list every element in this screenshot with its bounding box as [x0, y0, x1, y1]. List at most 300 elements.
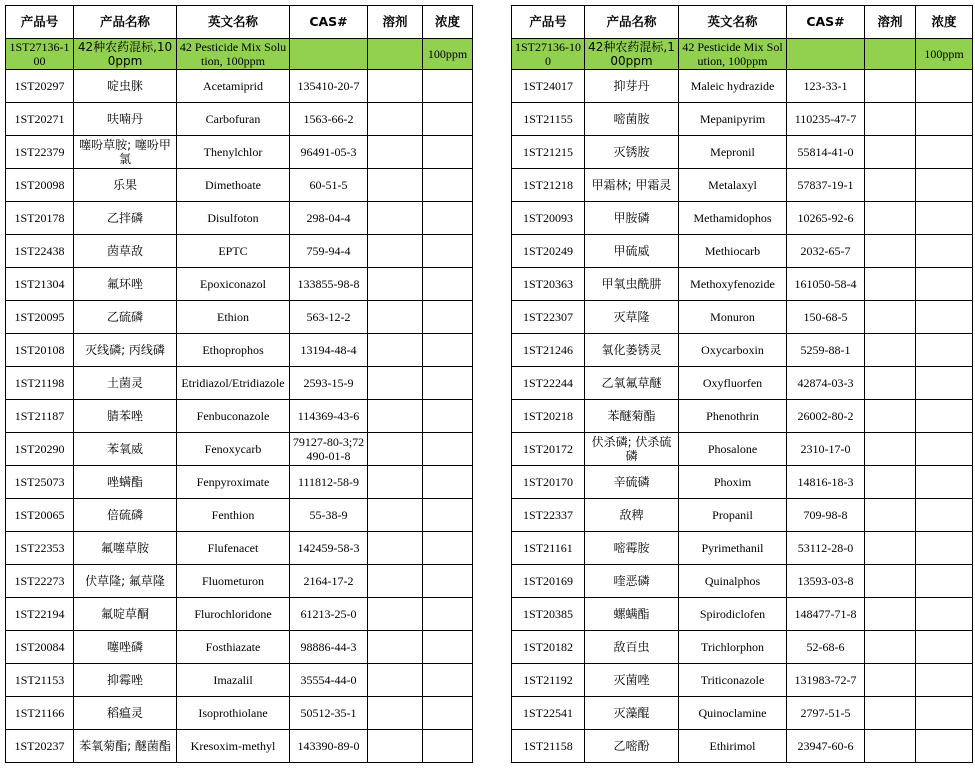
product-solvent — [865, 367, 916, 400]
product-code: 1ST24017 — [512, 70, 585, 103]
product-cn-name: 伏草隆; 氟草隆 — [74, 565, 177, 598]
product-en-name: Phoxim — [679, 466, 787, 499]
product-cn-name: 乙拌磷 — [74, 202, 177, 235]
product-cn-name: 灭菌唑 — [585, 664, 679, 697]
product-cas: 79127-80-3;72490-01-8 — [290, 433, 368, 466]
product-cas: 148477-71-8 — [787, 598, 865, 631]
product-en-name: Pyrimethanil — [679, 532, 787, 565]
product-concentration — [423, 697, 473, 730]
product-code: 1ST20363 — [512, 268, 585, 301]
header-solvent: 溶剂 — [865, 6, 916, 39]
product-code: 1ST22337 — [512, 499, 585, 532]
product-concentration — [423, 466, 473, 499]
product-concentration — [916, 697, 973, 730]
product-solvent — [368, 532, 423, 565]
product-solvent — [865, 664, 916, 697]
product-cas: 135410-20-7 — [290, 70, 368, 103]
product-cas: 2593-15-9 — [290, 367, 368, 400]
right-product-table — [511, 5, 973, 763]
table-row — [6, 235, 473, 268]
header-row — [6, 6, 473, 39]
product-code: 1ST21153 — [6, 664, 74, 697]
product-code: 1ST22273 — [6, 565, 74, 598]
product-cas: 150-68-5 — [787, 301, 865, 334]
table-row — [512, 664, 973, 697]
product-en-name: Propanil — [679, 499, 787, 532]
product-cas: 143390-89-0 — [290, 730, 368, 763]
product-cas: 2032-65-7 — [787, 235, 865, 268]
product-en-name: Fenpyroximate — [177, 466, 290, 499]
table-row — [6, 730, 473, 763]
product-code: 1ST27136-100 — [512, 39, 585, 70]
product-solvent — [865, 598, 916, 631]
product-solvent — [865, 334, 916, 367]
product-concentration — [423, 532, 473, 565]
product-solvent — [865, 730, 916, 763]
product-en-name: Etridiazol/Etridiazole — [177, 367, 290, 400]
product-cn-name: 甲氧虫酰肼 — [585, 268, 679, 301]
table-row — [6, 70, 473, 103]
product-cas: 759-94-4 — [290, 235, 368, 268]
product-cas: 61213-25-0 — [290, 598, 368, 631]
product-cn-name: 抑芽丹 — [585, 70, 679, 103]
product-en-name: Oxycarboxin — [679, 334, 787, 367]
product-cn-name: 灭线磷; 丙线磷 — [74, 334, 177, 367]
product-solvent — [865, 631, 916, 664]
header-cas: CAS# — [787, 6, 865, 39]
header-cn-name: 产品名称 — [585, 6, 679, 39]
product-solvent — [865, 400, 916, 433]
product-concentration — [916, 433, 973, 466]
product-cas: 298-04-4 — [290, 202, 368, 235]
header-code: 产品号 — [6, 6, 74, 39]
product-cn-name: 甲硫威 — [585, 235, 679, 268]
product-en-name: Quinoclamine — [679, 697, 787, 730]
product-code: 1ST21198 — [6, 367, 74, 400]
product-code: 1ST21246 — [512, 334, 585, 367]
product-code: 1ST20084 — [6, 631, 74, 664]
product-cas: 42874-03-3 — [787, 367, 865, 400]
product-code: 1ST20182 — [512, 631, 585, 664]
product-en-name: Ethion — [177, 301, 290, 334]
product-code: 1ST22194 — [6, 598, 74, 631]
product-en-name: EPTC — [177, 235, 290, 268]
product-solvent — [865, 202, 916, 235]
product-cas: 52-68-6 — [787, 631, 865, 664]
product-solvent — [368, 697, 423, 730]
product-en-name: Fenthion — [177, 499, 290, 532]
table-row — [6, 301, 473, 334]
table-row — [6, 598, 473, 631]
product-en-name: Metalaxyl — [679, 169, 787, 202]
product-cn-name: 唑螨酯 — [74, 466, 177, 499]
product-en-name: Acetamiprid — [177, 70, 290, 103]
product-concentration — [916, 466, 973, 499]
product-cas: 123-33-1 — [787, 70, 865, 103]
product-solvent — [865, 169, 916, 202]
product-concentration — [916, 532, 973, 565]
product-concentration — [423, 202, 473, 235]
product-en-name: Methoxyfenozide — [679, 268, 787, 301]
product-en-name: Mepanipyrim — [679, 103, 787, 136]
product-cas: 110235-47-7 — [787, 103, 865, 136]
product-solvent — [368, 730, 423, 763]
table-row — [512, 301, 973, 334]
product-concentration — [423, 70, 473, 103]
header-concentration: 浓度 — [423, 6, 473, 39]
product-concentration — [916, 400, 973, 433]
table-row — [512, 466, 973, 499]
product-solvent — [368, 631, 423, 664]
product-en-name: Fenoxycarb — [177, 433, 290, 466]
table-row — [6, 136, 473, 169]
product-solvent — [865, 433, 916, 466]
product-concentration: 100ppm — [423, 39, 473, 70]
product-cas: 96491-05-3 — [290, 136, 368, 169]
product-code: 1ST21158 — [512, 730, 585, 763]
product-cas: 131983-72-7 — [787, 664, 865, 697]
product-concentration — [916, 70, 973, 103]
product-en-name: Methamidophos — [679, 202, 787, 235]
product-en-name: Dimethoate — [177, 169, 290, 202]
product-code: 1ST22307 — [512, 301, 585, 334]
product-cas: 10265-92-6 — [787, 202, 865, 235]
header-code: 产品号 — [512, 6, 585, 39]
product-solvent — [368, 70, 423, 103]
product-code: 1ST20297 — [6, 70, 74, 103]
product-concentration — [423, 301, 473, 334]
table-row — [512, 433, 973, 466]
table-row — [512, 334, 973, 367]
product-en-name: Thenylchlor — [177, 136, 290, 169]
table-row — [512, 202, 973, 235]
table-row — [512, 235, 973, 268]
product-en-name: 42 Pesticide Mix Solution, 100ppm — [679, 39, 787, 70]
product-solvent — [368, 433, 423, 466]
table-row — [512, 499, 973, 532]
product-cn-name: 啶虫脒 — [74, 70, 177, 103]
table-row — [6, 664, 473, 697]
product-solvent — [368, 499, 423, 532]
table-row — [512, 730, 973, 763]
product-solvent — [865, 565, 916, 598]
product-cas: 53112-28-0 — [787, 532, 865, 565]
product-solvent — [865, 301, 916, 334]
product-code: 1ST20170 — [512, 466, 585, 499]
product-code: 1ST21161 — [512, 532, 585, 565]
product-en-name: Kresoxim-methyl — [177, 730, 290, 763]
product-solvent — [368, 565, 423, 598]
product-concentration — [916, 301, 973, 334]
table-row — [512, 103, 973, 136]
product-concentration — [423, 598, 473, 631]
product-solvent — [368, 367, 423, 400]
header-en-name: 英文名称 — [679, 6, 787, 39]
product-concentration — [423, 103, 473, 136]
product-code: 1ST20095 — [6, 301, 74, 334]
product-code: 1ST22244 — [512, 367, 585, 400]
table-row — [6, 367, 473, 400]
product-code: 1ST22379 — [6, 136, 74, 169]
product-en-name: Isoprothiolane — [177, 697, 290, 730]
product-concentration — [423, 235, 473, 268]
product-cas — [787, 39, 865, 70]
product-concentration — [423, 565, 473, 598]
table-row — [6, 466, 473, 499]
table-row — [512, 697, 973, 730]
product-concentration — [423, 664, 473, 697]
product-code: 1ST20249 — [512, 235, 585, 268]
table-row — [6, 202, 473, 235]
product-concentration — [423, 730, 473, 763]
product-cn-name: 灭藻醌 — [585, 697, 679, 730]
product-concentration: 100ppm — [916, 39, 973, 70]
product-solvent — [865, 235, 916, 268]
product-concentration — [423, 499, 473, 532]
product-en-name: Spirodiclofen — [679, 598, 787, 631]
product-code: 1ST22541 — [512, 697, 585, 730]
product-code: 1ST25073 — [6, 466, 74, 499]
product-cn-name: 甲霜林; 甲霜灵 — [585, 169, 679, 202]
product-cas: 5259-88-1 — [787, 334, 865, 367]
header-solvent: 溶剂 — [368, 6, 423, 39]
product-cas: 35554-44-0 — [290, 664, 368, 697]
product-concentration — [916, 334, 973, 367]
product-solvent — [865, 70, 916, 103]
product-code: 1ST20271 — [6, 103, 74, 136]
product-concentration — [423, 400, 473, 433]
table-row — [512, 136, 973, 169]
product-concentration — [916, 103, 973, 136]
product-cn-name: 喹恶磷 — [585, 565, 679, 598]
product-cn-name: 敌百虫 — [585, 631, 679, 664]
product-code: 1ST21215 — [512, 136, 585, 169]
product-en-name: Flufenacet — [177, 532, 290, 565]
product-cn-name: 倍硫磷 — [74, 499, 177, 532]
product-en-name: Triticonazole — [679, 664, 787, 697]
left-product-table — [5, 5, 473, 763]
product-concentration — [423, 367, 473, 400]
product-cn-name: 乙硫磷 — [74, 301, 177, 334]
product-cas: 2797-51-5 — [787, 697, 865, 730]
product-cn-name: 抑霉唑 — [74, 664, 177, 697]
product-en-name: Quinalphos — [679, 565, 787, 598]
table-row — [512, 598, 973, 631]
product-en-name: Fluometuron — [177, 565, 290, 598]
product-cn-name: 茵草敌 — [74, 235, 177, 268]
product-solvent — [865, 697, 916, 730]
table-row — [512, 70, 973, 103]
product-concentration — [916, 367, 973, 400]
product-concentration — [916, 664, 973, 697]
product-code: 1ST20290 — [6, 433, 74, 466]
product-en-name: Maleic hydrazide — [679, 70, 787, 103]
table-row — [512, 268, 973, 301]
table-row — [512, 169, 973, 202]
product-en-name: 42 Pesticide Mix Solution, 100ppm — [177, 39, 290, 70]
product-concentration — [916, 268, 973, 301]
product-concentration — [916, 235, 973, 268]
product-cas: 133855-98-8 — [290, 268, 368, 301]
product-cas: 50512-35-1 — [290, 697, 368, 730]
table-row — [6, 697, 473, 730]
product-en-name: Fenbuconazole — [177, 400, 290, 433]
product-solvent — [368, 466, 423, 499]
product-cas — [290, 39, 368, 70]
product-solvent — [368, 301, 423, 334]
product-cas: 23947-60-6 — [787, 730, 865, 763]
product-en-name: Flurochloridone — [177, 598, 290, 631]
product-cas: 57837-19-1 — [787, 169, 865, 202]
product-cn-name: 土菌灵 — [74, 367, 177, 400]
product-code: 1ST21187 — [6, 400, 74, 433]
product-cn-name: 42种农药混标,100ppm — [74, 39, 177, 70]
product-solvent — [368, 400, 423, 433]
product-cas: 98886-44-3 — [290, 631, 368, 664]
product-solvent — [368, 39, 423, 70]
product-cn-name: 42种农药混标,100ppm — [585, 39, 679, 70]
table-row — [512, 367, 973, 400]
product-code: 1ST20065 — [6, 499, 74, 532]
product-cas: 142459-58-3 — [290, 532, 368, 565]
product-cas: 563-12-2 — [290, 301, 368, 334]
product-solvent — [865, 39, 916, 70]
product-cn-name: 乙氧氟草醚 — [585, 367, 679, 400]
product-code: 1ST21304 — [6, 268, 74, 301]
product-cn-name: 螺螨酯 — [585, 598, 679, 631]
table-row — [6, 532, 473, 565]
header-row — [512, 6, 973, 39]
product-concentration — [916, 730, 973, 763]
product-code: 1ST21155 — [512, 103, 585, 136]
product-solvent — [368, 103, 423, 136]
header-cas: CAS# — [290, 6, 368, 39]
product-code: 1ST27136-100 — [6, 39, 74, 70]
product-code: 1ST20237 — [6, 730, 74, 763]
product-concentration — [423, 631, 473, 664]
product-code: 1ST20169 — [512, 565, 585, 598]
product-solvent — [368, 169, 423, 202]
product-solvent — [865, 499, 916, 532]
product-en-name: Epoxiconazol — [177, 268, 290, 301]
product-cn-name: 嘧霉胺 — [585, 532, 679, 565]
product-cn-name: 氧化萎锈灵 — [585, 334, 679, 367]
product-cn-name: 灭锈胺 — [585, 136, 679, 169]
product-code: 1ST21192 — [512, 664, 585, 697]
product-concentration — [423, 136, 473, 169]
product-cn-name: 乙嘧酚 — [585, 730, 679, 763]
product-code: 1ST21218 — [512, 169, 585, 202]
table-row — [512, 631, 973, 664]
product-cn-name: 辛硫磷 — [585, 466, 679, 499]
product-code: 1ST22353 — [6, 532, 74, 565]
product-concentration — [916, 631, 973, 664]
product-cas: 161050-58-4 — [787, 268, 865, 301]
product-en-name: Mepronil — [679, 136, 787, 169]
product-solvent — [368, 268, 423, 301]
product-cn-name: 灭草隆 — [585, 301, 679, 334]
header-en-name: 英文名称 — [177, 6, 290, 39]
product-concentration — [423, 268, 473, 301]
product-cas: 13593-03-8 — [787, 565, 865, 598]
product-en-name: Trichlorphon — [679, 631, 787, 664]
product-concentration — [916, 202, 973, 235]
product-code: 1ST21166 — [6, 697, 74, 730]
product-cas: 1563-66-2 — [290, 103, 368, 136]
product-code: 1ST20093 — [512, 202, 585, 235]
product-en-name: Carbofuran — [177, 103, 290, 136]
product-code: 1ST20178 — [6, 202, 74, 235]
product-cn-name: 乐果 — [74, 169, 177, 202]
product-cn-name: 氟啶草酮 — [74, 598, 177, 631]
product-en-name: Oxyfluorfen — [679, 367, 787, 400]
product-cas: 111812-58-9 — [290, 466, 368, 499]
product-en-name: Fosthiazate — [177, 631, 290, 664]
product-solvent — [865, 532, 916, 565]
product-cn-name: 嘧菌胺 — [585, 103, 679, 136]
product-cas: 114369-43-6 — [290, 400, 368, 433]
product-cn-name: 敌稗 — [585, 499, 679, 532]
header-cn-name: 产品名称 — [74, 6, 177, 39]
table-row — [6, 400, 473, 433]
product-concentration — [916, 565, 973, 598]
product-solvent — [368, 136, 423, 169]
product-concentration — [916, 136, 973, 169]
product-solvent — [865, 103, 916, 136]
product-cn-name: 呋喃丹 — [74, 103, 177, 136]
product-cn-name: 稻瘟灵 — [74, 697, 177, 730]
product-en-name: Monuron — [679, 301, 787, 334]
table-row — [6, 334, 473, 367]
product-solvent — [368, 664, 423, 697]
product-solvent — [368, 235, 423, 268]
product-solvent — [368, 334, 423, 367]
product-en-name: Ethoprophos — [177, 334, 290, 367]
table-row — [512, 532, 973, 565]
product-en-name: Imazalil — [177, 664, 290, 697]
product-en-name: Phenothrin — [679, 400, 787, 433]
product-cn-name: 伏杀磷; 伏杀硫磷 — [585, 433, 679, 466]
product-code: 1ST20218 — [512, 400, 585, 433]
product-cn-name: 苯氧威 — [74, 433, 177, 466]
product-solvent — [865, 268, 916, 301]
highlight-row — [6, 39, 473, 70]
product-concentration — [423, 334, 473, 367]
product-cn-name: 苯氧菊酯; 醚菌酯 — [74, 730, 177, 763]
product-cas: 14816-18-3 — [787, 466, 865, 499]
product-cas: 2310-17-0 — [787, 433, 865, 466]
product-en-name: Disulfoton — [177, 202, 290, 235]
product-cas: 2164-17-2 — [290, 565, 368, 598]
product-cas: 26002-80-2 — [787, 400, 865, 433]
product-cn-name: 噻唑磷 — [74, 631, 177, 664]
product-cas: 13194-48-4 — [290, 334, 368, 367]
product-cn-name: 苯醚菊酯 — [585, 400, 679, 433]
product-concentration — [916, 598, 973, 631]
product-concentration — [423, 169, 473, 202]
product-code: 1ST20172 — [512, 433, 585, 466]
product-cn-name: 甲胺磷 — [585, 202, 679, 235]
table-row — [6, 169, 473, 202]
product-cn-name: 氟环唑 — [74, 268, 177, 301]
product-concentration — [423, 433, 473, 466]
header-concentration: 浓度 — [916, 6, 973, 39]
product-solvent — [865, 466, 916, 499]
product-cas: 55-38-9 — [290, 499, 368, 532]
product-cn-name: 腈苯唑 — [74, 400, 177, 433]
product-cas: 709-98-8 — [787, 499, 865, 532]
table-row — [6, 631, 473, 664]
